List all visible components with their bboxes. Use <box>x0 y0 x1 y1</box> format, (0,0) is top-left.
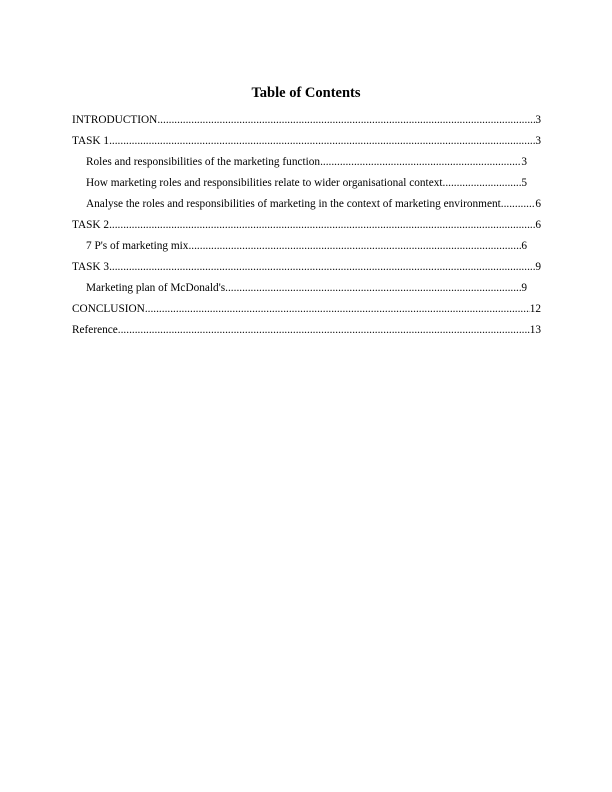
toc-dot-leader <box>320 155 521 169</box>
toc-entry-label: INTRODUCTION <box>72 114 158 126</box>
toc-page-number: 3 <box>535 135 541 147</box>
toc-entry-label: TASK 2 <box>72 219 110 231</box>
toc-dot-leader <box>118 323 530 337</box>
toc-dot-leader <box>109 134 535 148</box>
toc-dot-leader <box>188 239 521 253</box>
toc-entry-organisational-context[interactable] <box>86 176 527 190</box>
toc-dot-leader <box>157 113 535 127</box>
toc-entry-label: Marketing plan of McDonald's <box>86 282 226 294</box>
toc-entry-marketing-environment[interactable] <box>86 197 541 211</box>
page-title: Table of Contents <box>251 85 361 101</box>
toc-entry-task-1[interactable] <box>72 134 541 148</box>
toc-dot-leader <box>225 281 521 295</box>
toc-entry-marketing-mix[interactable] <box>86 239 527 253</box>
toc-entry-task-2[interactable] <box>72 218 541 232</box>
toc-page-number: 6 <box>521 240 527 252</box>
toc-entry-task-3[interactable] <box>72 260 541 274</box>
toc-page-number: 5 <box>521 177 527 189</box>
toc-dot-leader <box>504 197 536 211</box>
toc-entry-label: 7 P's of marketing mix <box>86 240 189 252</box>
toc-dot-leader <box>145 302 530 316</box>
toc-dot-leader <box>443 176 522 190</box>
toc-page-number: 6 <box>535 219 541 231</box>
toc-entry-label: TASK 1 <box>72 135 110 147</box>
toc-page-number: 9 <box>535 261 541 273</box>
toc-page-number: 13 <box>529 324 541 336</box>
toc-page-number: 3 <box>535 114 541 126</box>
toc-entry-label: Analyse the roles and responsibilities of marketing in the context of marketing environment. <box>86 198 504 210</box>
toc-entry-label: Reference <box>72 324 118 336</box>
toc-page-number: 12 <box>529 303 541 315</box>
toc-page-number: 9 <box>521 282 527 294</box>
toc-entry-reference[interactable] <box>72 323 541 337</box>
toc-entry-label: Roles and responsibilities of the marketing function <box>86 156 321 168</box>
toc-entry-roles-responsibilities[interactable] <box>86 155 527 169</box>
toc-entry-introduction[interactable] <box>72 113 541 127</box>
toc-dot-leader <box>109 218 535 232</box>
toc-entry-label: CONCLUSION <box>72 303 145 315</box>
toc-entry-label: TASK 3 <box>72 261 110 273</box>
toc-page-number: 3 <box>521 156 527 168</box>
toc-entry-conclusion[interactable] <box>72 302 541 316</box>
toc-entry-label: How marketing roles and responsibilities relate to wider organisational context <box>86 177 443 189</box>
toc-page-number: 6 <box>535 198 541 210</box>
toc-entry-marketing-plan[interactable] <box>86 281 527 295</box>
toc-dot-leader <box>109 260 535 274</box>
